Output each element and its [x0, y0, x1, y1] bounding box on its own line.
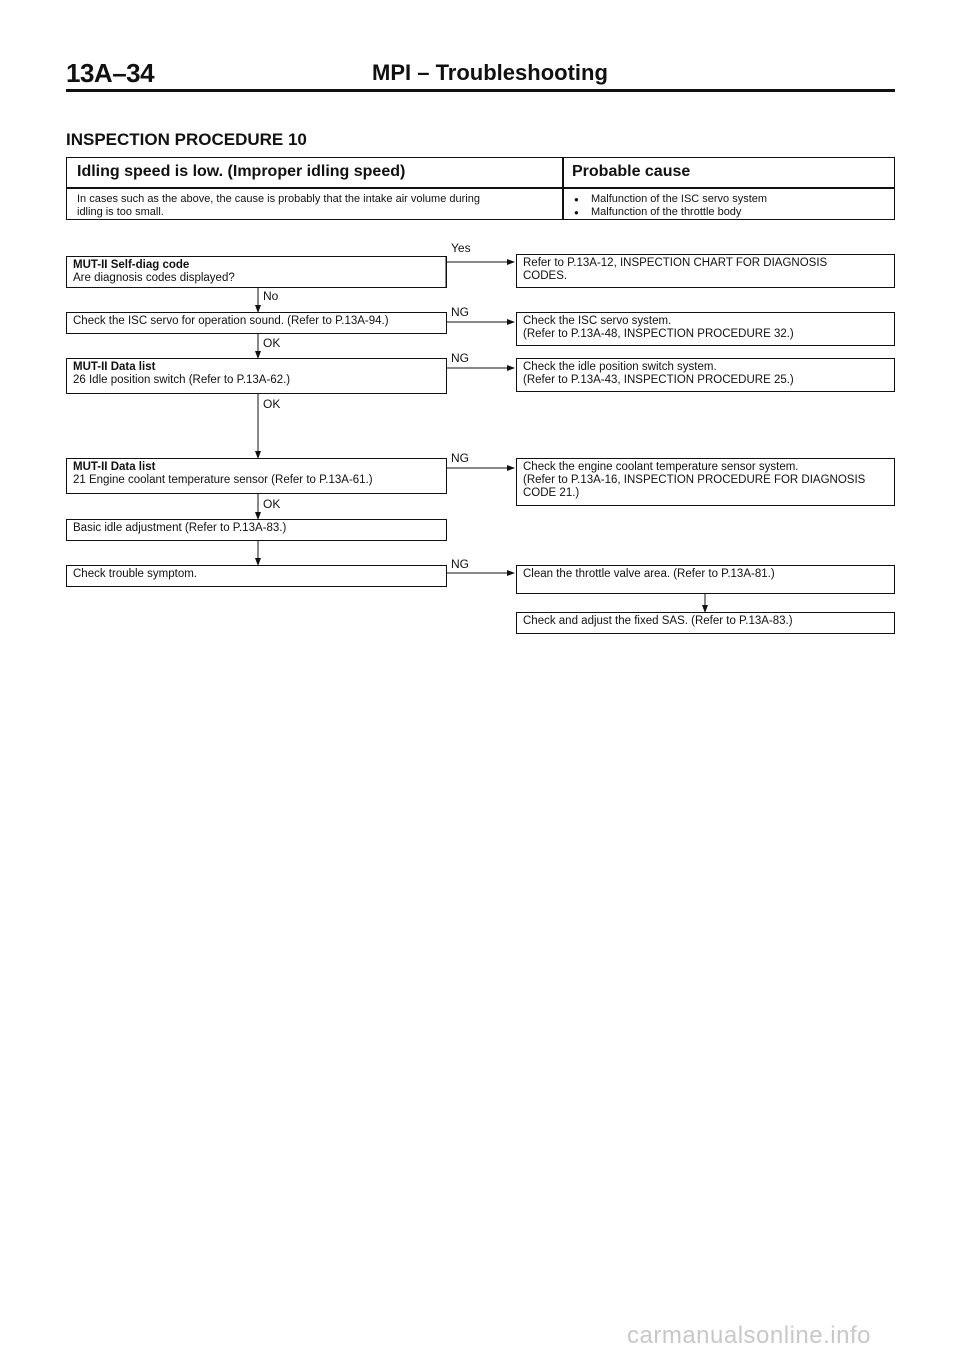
branch-label-yes: Yes — [451, 241, 471, 255]
result-isc-servo: Check the ISC servo system. (Refer to P.13A-48, INSPECTION PROCEDURE 32.) — [516, 312, 895, 346]
branch-label-ok: OK — [263, 497, 281, 511]
result-idle-switch: Check the idle position switch system. (Refer to P.13A-43, INSPECTION PROCEDURE 25.) — [516, 358, 895, 392]
probable-cause-heading: Probable cause — [572, 163, 691, 180]
step-trouble-symptom: Check trouble symptom. — [66, 565, 447, 587]
page-title: MPI – Troubleshooting — [372, 60, 608, 85]
result-diagnosis-chart: Refer to P.13A-12, INSPECTION CHART FOR DIAGNOSIS CODES. — [516, 254, 895, 288]
branch-label-ok: OK — [263, 397, 281, 411]
branch-label-ng: NG — [451, 451, 469, 465]
branch-label-ng: NG — [451, 351, 469, 365]
symptom-description: In cases such as the above, the cause is probably that the intake air volume during idling is too small. — [77, 193, 480, 218]
result-adjust-sas: Check and adjust the fixed SAS. (Refer to P.13A-83.) — [516, 612, 895, 634]
procedure-title: INSPECTION PROCEDURE 10 — [66, 130, 307, 149]
branch-label-ng: NG — [451, 557, 469, 571]
symptom-heading: Idling speed is low. (Improper idling speed) — [77, 163, 406, 180]
branch-label-ng: NG — [451, 305, 469, 319]
step-data-list-26: MUT-II Data list 26 Idle position switch (Refer to P.13A-62.) — [66, 358, 447, 394]
list-item: ● Malfunction of the ISC servo system — [572, 193, 767, 206]
branch-label-ok: OK — [263, 336, 281, 350]
result-clean-throttle: Clean the throttle valve area. (Refer to P.13A-81.) — [516, 565, 895, 594]
list-item: ● Malfunction of the throttle body — [572, 206, 767, 219]
watermark: carmanualsonline.info — [627, 1322, 871, 1349]
step-basic-idle: Basic idle adjustment (Refer to P.13A-83.) — [66, 519, 447, 541]
result-coolant-sensor: Check the engine coolant temperature sensor system. (Refer to P.13A-16, INSPECTION PROCEDURE FOR DIAGNOSIS CODE 21.) — [516, 458, 895, 506]
page-number: 13A–34 — [66, 58, 155, 88]
step-isc-sound: Check the ISC servo for operation sound. (Refer to P.13A-94.) — [66, 312, 447, 334]
step-data-list-21: MUT-II Data list 21 Engine coolant temperature sensor (Refer to P.13A-61.) — [66, 458, 447, 494]
step-self-diag: MUT-II Self-diag code Are diagnosis codes displayed? — [66, 256, 447, 288]
branch-label-no: No — [263, 289, 279, 303]
